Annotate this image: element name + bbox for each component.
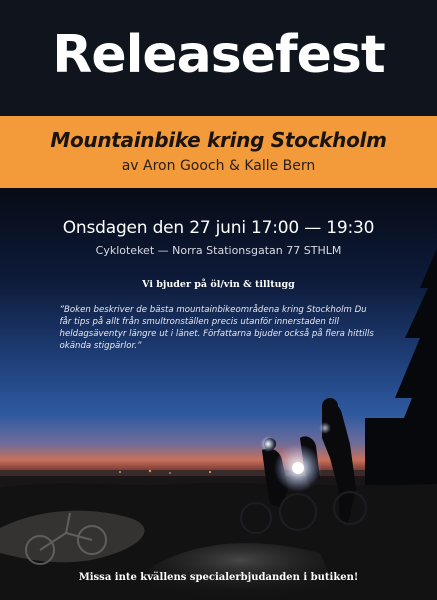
event-info — [0, 188, 437, 352]
book-quote: ”Boken beskriver de bästa mountainbikeområdena kring Stockholm Du får tips på allt från smultronställen precis utanför innerstaden till heldagsäventyr längre ut i länet. Författarna bjuder också på flera hittills okända stigpärlor.” — [59, 305, 374, 351]
event-datetime: Onsdagen den 27 juni 17:00 — 19:30 — [62, 218, 375, 238]
header — [0, 0, 437, 116]
page-title: Releasefest — [52, 25, 385, 85]
book-authors: av Aron Gooch & Kalle Bern — [121, 158, 316, 174]
title-band — [0, 116, 437, 188]
footer-note: Missa inte kvällens specialerbjudanden i butiken! — [78, 572, 359, 583]
event-venue: Cykloteket — Norra Stationsgatan 77 STHLM — [95, 244, 342, 257]
event-offer: Vi bjuder på öl/vin & tilltugg — [142, 279, 295, 290]
book-title: Mountainbike kring Stockholm — [50, 128, 387, 152]
